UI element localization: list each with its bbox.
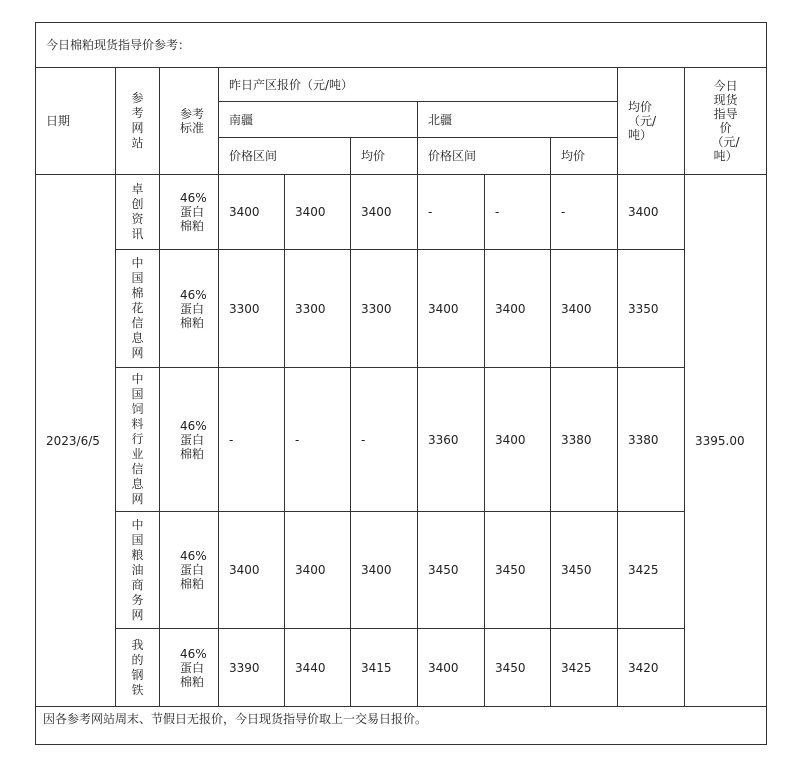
title-row xyxy=(36,23,767,68)
south-high-cell: - xyxy=(285,368,351,512)
header-south: 南疆 xyxy=(219,102,418,138)
date-cell: 2023/6/5 xyxy=(36,175,116,707)
header-south-avg: 均价 xyxy=(351,138,418,175)
price-table xyxy=(35,22,767,745)
north-low-cell: 3400 xyxy=(418,629,485,707)
avg-cell: 3380 xyxy=(618,368,685,512)
header-date: 日期 xyxy=(36,68,116,175)
standard-cell: 46%蛋白棉粕 xyxy=(160,250,219,368)
north-high-cell: 3400 xyxy=(485,368,551,512)
south-low-cell: 3390 xyxy=(219,629,285,707)
north-avg-cell: 3450 xyxy=(551,512,618,629)
south-low-cell: 3300 xyxy=(219,250,285,368)
south-low-cell: 3400 xyxy=(219,175,285,250)
header-south-range: 价格区间 xyxy=(219,138,351,175)
avg-cell: 3350 xyxy=(618,250,685,368)
standard-cell: 46%蛋白棉粕 xyxy=(160,175,219,250)
south-high-cell: 3300 xyxy=(285,250,351,368)
table-row xyxy=(36,629,767,707)
table-row xyxy=(36,512,767,629)
table-row xyxy=(36,175,767,250)
south-avg-cell: 3400 xyxy=(351,175,418,250)
north-low-cell: - xyxy=(418,175,485,250)
south-avg-cell: - xyxy=(351,368,418,512)
header-avg: 均价（元/吨） xyxy=(618,68,685,175)
header-today: 今日现货指导价（元/吨） xyxy=(685,68,767,175)
header-row-1 xyxy=(36,68,767,102)
north-high-cell: 3450 xyxy=(485,512,551,629)
south-high-cell: 3400 xyxy=(285,175,351,250)
north-high-cell: 3450 xyxy=(485,629,551,707)
header-standard: 参考标准 xyxy=(160,68,219,175)
footnote: 因各参考网站周末、节假日无报价，今日现货指导价取上一交易日报价。 xyxy=(36,707,767,745)
table-row xyxy=(36,368,767,512)
south-high-cell: 3400 xyxy=(285,512,351,629)
header-north-range: 价格区间 xyxy=(418,138,551,175)
south-low-cell: - xyxy=(219,368,285,512)
table-row xyxy=(36,250,767,368)
avg-cell: 3400 xyxy=(618,175,685,250)
south-low-cell: 3400 xyxy=(219,512,285,629)
south-avg-cell: 3300 xyxy=(351,250,418,368)
north-high-cell: 3400 xyxy=(485,250,551,368)
north-avg-cell: - xyxy=(551,175,618,250)
south-avg-cell: 3415 xyxy=(351,629,418,707)
header-yesterday: 昨日产区报价（元/吨） xyxy=(219,68,618,102)
table-title: 今日棉粕现货指导价参考： xyxy=(36,23,767,68)
avg-cell: 3425 xyxy=(618,512,685,629)
footnote-row xyxy=(36,707,767,745)
today-price-cell: 3395.00 xyxy=(685,175,767,707)
south-high-cell: 3440 xyxy=(285,629,351,707)
site-cell: 我的钢铁 xyxy=(116,629,160,707)
header-north: 北疆 xyxy=(418,102,618,138)
north-avg-cell: 3400 xyxy=(551,250,618,368)
site-cell: 中国饲料行业信息网 xyxy=(116,368,160,512)
north-avg-cell: 3380 xyxy=(551,368,618,512)
header-north-avg: 均价 xyxy=(551,138,618,175)
standard-cell: 46%蛋白棉粕 xyxy=(160,512,219,629)
north-avg-cell: 3425 xyxy=(551,629,618,707)
north-low-cell: 3360 xyxy=(418,368,485,512)
site-cell: 中国棉花信息网 xyxy=(116,250,160,368)
north-high-cell: - xyxy=(485,175,551,250)
standard-cell: 46%蛋白棉粕 xyxy=(160,629,219,707)
site-cell: 卓创资讯 xyxy=(116,175,160,250)
standard-cell: 46%蛋白棉粕 xyxy=(160,368,219,512)
north-low-cell: 3450 xyxy=(418,512,485,629)
south-avg-cell: 3400 xyxy=(351,512,418,629)
header-site: 参考网站 xyxy=(116,68,160,175)
avg-cell: 3420 xyxy=(618,629,685,707)
north-low-cell: 3400 xyxy=(418,250,485,368)
site-cell: 中国粮油商务网 xyxy=(116,512,160,629)
